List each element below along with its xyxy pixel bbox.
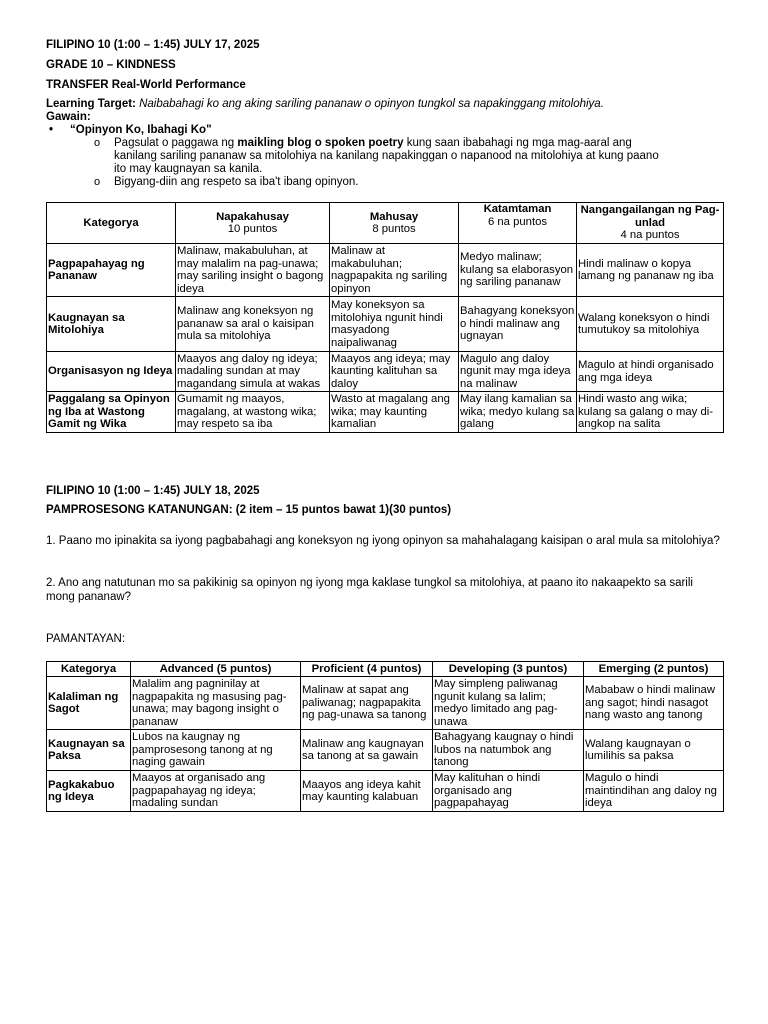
table-cell: Gumamit ng maayos, magalang, at wastong wika; may respeto sa iba <box>176 392 330 433</box>
table-cell: Walang kaugnayan o lumilihis sa paksa <box>584 730 724 771</box>
table-cell: Walang koneksyon o hindi tumutukoy sa mitolohiya <box>577 297 724 352</box>
table-cell: Magulo ang daloy ngunit may mga ideya na malinaw <box>459 352 577 392</box>
table-cell: Malinaw at sapat ang paliwanag; nagpapakita ng pag-unawa sa tanong <box>301 677 433 730</box>
rubric2-header-proficient: Proficient (4 puntos) <box>301 662 433 677</box>
question-2: 2. Ano ang natutunan mo sa pakikinig sa opinyon ng iyong mga kaklase tungkol sa mitolohiya, at paano ito nakaapekto sa sarili mong pananaw? <box>46 577 693 603</box>
learning-target-label: Learning Target: <box>46 98 136 110</box>
table-cell: Bahagyang koneksyon o hindi malinaw ang ugnayan <box>459 297 577 352</box>
table-cell: Malalim ang pagninilay at nagpapakita ng masusing pag-unawa; may bagong insight o pananaw <box>131 677 301 730</box>
table-cell: Kaugnayan sa Paksa <box>47 730 131 771</box>
table-cell: Hindi wasto ang wika; kulang sa galang o may di-angkop na salita <box>577 392 724 433</box>
activity-title: • “Opinyon Ko, Ibahagi Ko" <box>66 123 722 137</box>
table-cell: Pagpapahayag ng Pananaw <box>47 244 176 297</box>
table-cell: Malinaw ang kaugnayan sa tanong at sa gawain <box>301 730 433 771</box>
table-cell: Hindi malinaw o kopya lamang ng pananaw ng iba <box>577 244 724 297</box>
learning-target-text: Naibabahagi ko ang aking sariling pananaw o opinyon tungkol sa napakinggang mitolohiya. <box>139 98 604 110</box>
section-title: PAMPROSESONG KATANUNGAN: (2 item – 15 puntos bawat 1)(30 puntos) <box>46 504 452 516</box>
activity-subitem-2: o Bigyang-diin ang respeto sa iba't ibang opinyon. <box>114 176 722 189</box>
rubric1-header-kategorya: Kategorya <box>47 203 176 244</box>
table-cell: Magulo o hindi maintindihan ang daloy ng ideya <box>584 771 724 812</box>
table-row <box>47 730 724 771</box>
question-1: 1. Paano mo ipinakita sa iyong pagbabahagi ang koneksyon ng iyong opinyon sa mahahalagang kaisipan o aral mula sa mitolohiya? <box>46 535 720 547</box>
table-row <box>47 297 724 352</box>
rubric2-header-kategorya: Kategorya <box>47 662 131 677</box>
table-cell: Magulo at hindi organisado ang mga ideya <box>577 352 724 392</box>
rubric-table-2 <box>46 661 724 812</box>
rubric1-header-napakahusay: Napakahusay 10 puntos <box>176 203 330 244</box>
rubric-table-1 <box>46 202 724 433</box>
activity-list <box>46 123 722 189</box>
rubric2-header-row <box>47 662 724 677</box>
rubric1-header-nangangailangan: Nangangailangan ng Pag-unlad 4 na puntos <box>577 203 724 244</box>
day2-header: FILIPINO 10 (1:00 – 1:45) JULY 18, 2025 <box>46 485 260 497</box>
pamantayan-label: PAMANTAYAN: <box>46 633 126 645</box>
table-cell: Malinaw at makabuluhan; nagpapakita ng sariling opinyon <box>330 244 459 297</box>
table-cell: Pagkakabuo ng Ideya <box>47 771 131 812</box>
table-row <box>47 771 724 812</box>
table-cell: Paggalang sa Opinyon ng Iba at Wastong Gamit ng Wika <box>47 392 176 433</box>
table-cell: Mababaw o hindi malinaw ang sagot; hindi nasagot nang wasto ang tanong <box>584 677 724 730</box>
rubric2-header-developing: Developing (3 puntos) <box>433 662 584 677</box>
table-cell: Organisasyon ng Ideya <box>47 352 176 392</box>
rubric2-header-advanced: Advanced (5 puntos) <box>131 662 301 677</box>
table-cell: Wasto at magalang ang wika; may kaunting kamalian <box>330 392 459 433</box>
learning-target <box>46 97 604 111</box>
table-row <box>47 352 724 392</box>
table-cell: Kaugnayan sa Mitolohiya <box>47 297 176 352</box>
activity-subitem-1: o Pagsulat o paggawa ng maikling blog o spoken poetry kung saan ibabahagi ng mga mag-aaral ang kanilang sariling pananaw sa mitolohiya na kanilang napakinggan o napanood na mitolohiya at kung paano ito may kaugnayan sa kanila. <box>114 137 674 176</box>
table-cell: May koneksyon sa mitolohiya ngunit hindi masyadong naipaliwanag <box>330 297 459 352</box>
table-cell: Maayos ang daloy ng ideya; madaling sundan at may magandang simula at wakas <box>176 352 330 392</box>
table-row <box>47 392 724 433</box>
table-row <box>47 244 724 297</box>
table-cell: May kalituhan o hindi organisado ang pagpapahayag <box>433 771 584 812</box>
table-cell: Medyo malinaw; kulang sa elaborasyon ng sariling pananaw <box>459 244 577 297</box>
rubric1-header-mahusay: Mahusay 8 puntos <box>330 203 459 244</box>
table-cell: Malinaw ang koneksyon ng pananaw sa aral o kaisipan mula sa mitolohiya <box>176 297 330 352</box>
table-cell: Kalaliman ng Sagot <box>47 677 131 730</box>
table-cell: Bahagyang kaugnay o hindi lubos na natumbok ang tanong <box>433 730 584 771</box>
rubric1-header-katamtaman: Katamtaman 6 na puntos <box>459 203 577 244</box>
rubric1-header-row <box>47 203 724 244</box>
table-cell: Maayos ang ideya; may kaunting kalituhan sa daloy <box>330 352 459 392</box>
table-cell: Malinaw, makabuluhan, at may malalim na pag-unawa; may sariling insight o bagong ideya <box>176 244 330 297</box>
table-cell: Maayos ang ideya kahit may kaunting kalabuan <box>301 771 433 812</box>
transfer-line: TRANSFER Real-World Performance <box>46 79 246 91</box>
table-cell: May ilang kamalian sa wika; medyo kulang sa galang <box>459 392 577 433</box>
table-cell: May simpleng paliwanag ngunit kulang sa lalim; medyo limitado ang pag-unawa <box>433 677 584 730</box>
rubric2-header-emerging: Emerging (2 puntos) <box>584 662 724 677</box>
gawain-label: Gawain: <box>46 111 91 123</box>
grade-line: GRADE 10 – KINDNESS <box>46 59 176 71</box>
table-cell: Maayos at organisado ang pagpapahayag ng ideya; madaling sundan <box>131 771 301 812</box>
table-row <box>47 677 724 730</box>
day1-header: FILIPINO 10 (1:00 – 1:45) JULY 17, 2025 <box>46 39 260 51</box>
table-cell: Lubos na kaugnay ng pamprosesong tanong at ng naging gawain <box>131 730 301 771</box>
